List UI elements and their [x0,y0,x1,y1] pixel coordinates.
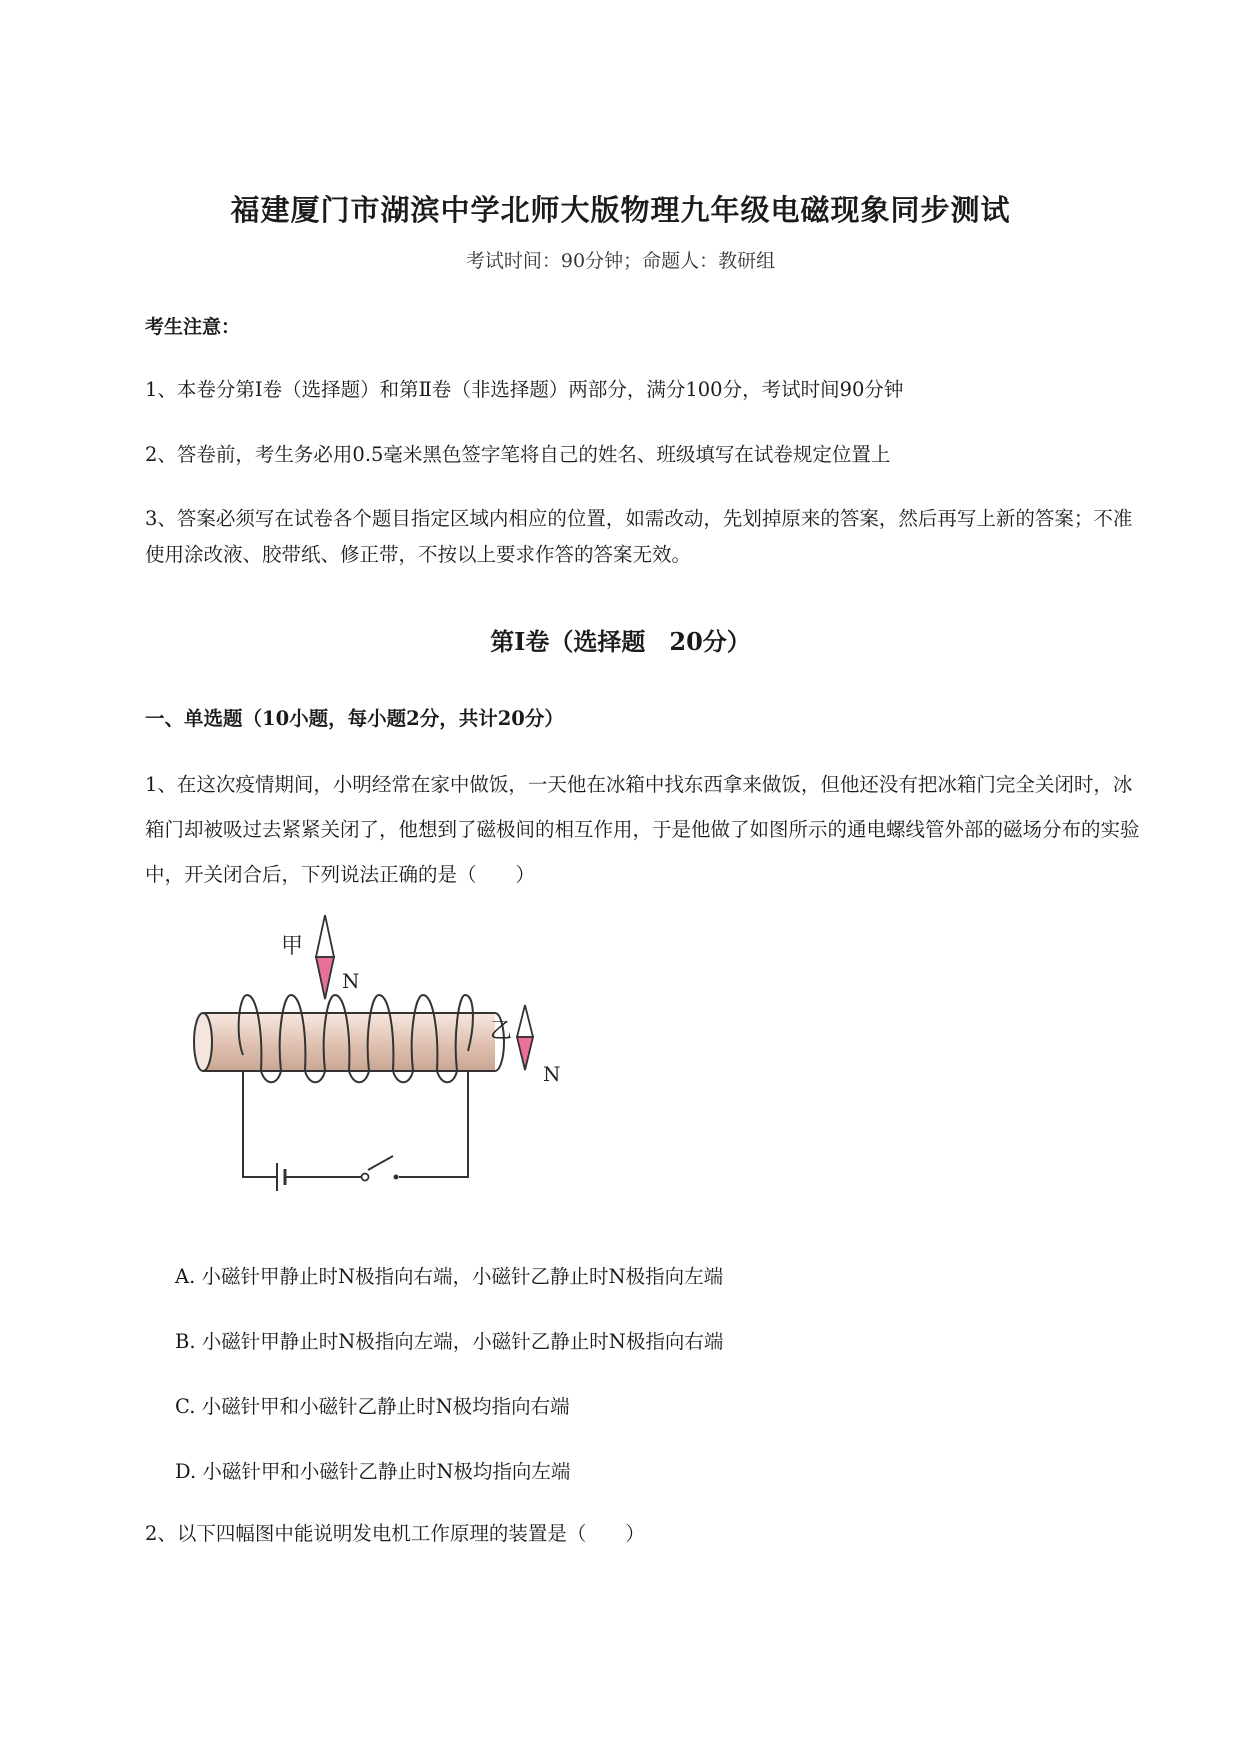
switch-blade [368,1156,393,1170]
wire-left [243,1055,277,1177]
needle-jia-label: 甲 [281,934,304,959]
part-heading: 一、单选题（10小题，每小题2分，共计20分） [145,707,564,730]
notice-item-2: 2、答卷前，考生务必用0.5毫米黑色签字笔将自己的姓名、班级填写在试卷规定位置上 [145,443,891,466]
section-title: 第Ⅰ卷（选择题 20分） [490,627,751,656]
question-1-stem: 1、在这次疫情期间，小明经常在家中做饭，一天他在冰箱中找东西拿来做饭，但他还没有把冰箱门完全关闭时，冰箱门却被吸过去紧紧关闭了，他想到了磁极间的相互作用，于是他做了如图所示的通电螺线管外部的磁场分布的实验中，开关闭合后，下列说法正确的是（ ） [145,773,1140,886]
solenoid-figure [185,915,645,1235]
needle-yi-pole-label: N [543,1062,561,1086]
needle-jia [316,915,334,999]
needle-yi-label: 乙 [490,1019,513,1044]
switch-contact-right [394,1175,399,1180]
option-d: D. 小磁针甲和小磁针乙静止时N极均指向左端 [175,1460,571,1483]
needle-jia-pole-label: N [342,969,360,993]
option-b: B. 小磁针甲静止时N极指向左端，小磁针乙静止时N极指向右端 [175,1330,724,1353]
option-a: A. 小磁针甲静止时N极指向右端，小磁针乙静止时N极指向左端 [175,1265,724,1288]
notice-item-1: 1、本卷分第Ⅰ卷（选择题）和第Ⅱ卷（非选择题）两部分，满分100分，考试时间90分钟 [145,378,904,401]
switch-contact-left [362,1174,369,1181]
option-c: C. 小磁针甲和小磁针乙静止时N极均指向右端 [175,1395,570,1418]
tube-left-end [194,1013,212,1071]
needle-yi [517,1005,533,1070]
notice-heading: 考生注意： [145,316,241,338]
page-title: 福建厦门市湖滨中学北师大版物理九年级电磁现象同步测试 [230,193,1011,227]
exam-info: 考试时间：90分钟；命题人：教研组 [465,250,776,272]
question-2-stem: 2、以下四幅图中能说明发电机工作原理的装置是（ ） [145,1522,645,1545]
notice-item-3: 3、答案必须写在试卷各个题目指定区域内相应的位置，如需改动，先划掉原来的答案，然后再写上新的答案；不准使用涂改液、胶带纸、修正带，不按以上要求作答的答案无效。 [145,507,1133,566]
